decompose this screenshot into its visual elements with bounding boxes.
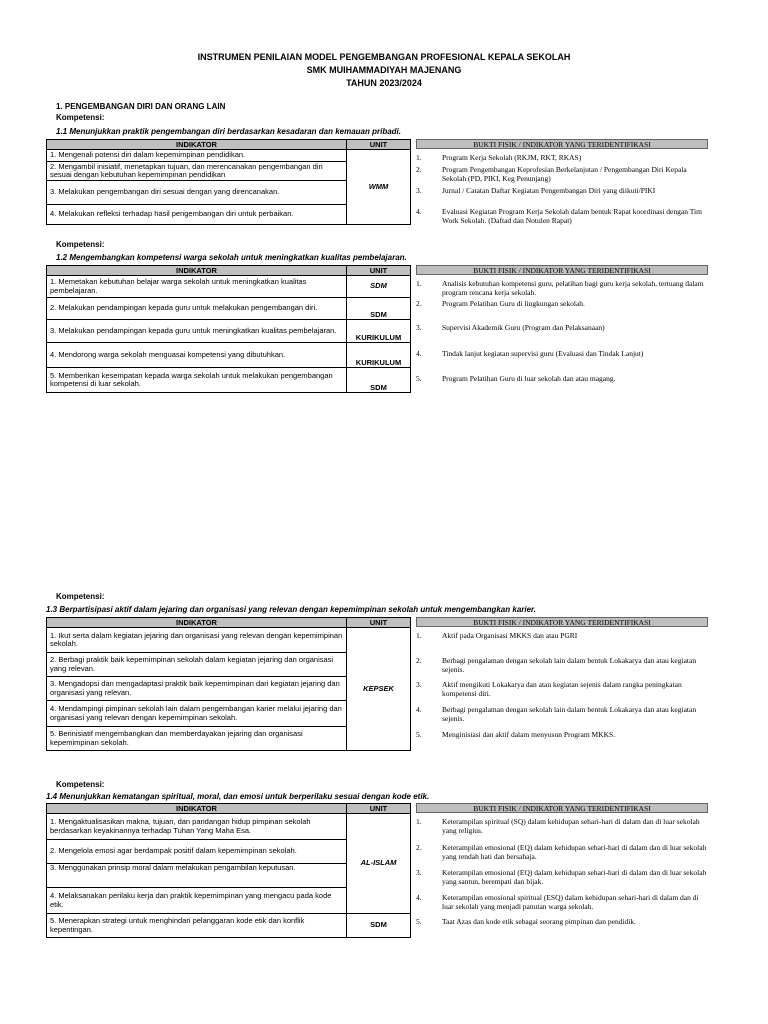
col-header-indikator: INDIKATOR [47,140,347,150]
indicator-cell: 2. Mengelola emosi agar berdampak positif dalam kepemimpinan sekolah. [47,840,347,864]
unit-cell: SDM [347,298,411,320]
unit-cell: SDM [347,368,411,393]
evidence-text: Evaluasi Kegiatan Program Kerja Sekolah dalam bentuk Rapat koordinasi dengan Tim Work Sekolah. (Daftad dan Notulen Rapat) [442,207,702,225]
evidence-number: 5. [416,374,422,383]
evidence-number: 1. [416,153,422,162]
doc-title-line-3: TAHUN 2023/2024 [346,78,422,88]
indicator-cell: 4. Melakukan refleksi terhadap hasil pengembangan diri untuk perbaikan. [47,205,347,225]
col-header-indikator: INDIKATOR [47,266,347,276]
indicator-cell: 3. Melakukan pengembangan diri sesuai dengan yang direncanakan. [47,181,347,205]
evidence-header-1-4: BUKTI FISIK / INDIKATOR YANG TERIDENTIFIKASI [416,803,708,813]
doc-title-line-2: SMK MUIHAMMADIYAH MAJENANG [306,65,462,75]
unit-cell: SDM [347,914,411,938]
evidence-number: 3. [416,868,422,877]
indicator-cell: 1. Mengaktualisasikan makna, tujuan, dan pandangan hidup pimpinan sekolah berdasarkan keyakinannya terhadap Tuhan Yang Maha Esa. [47,814,347,840]
indicator-cell: 4. Mendorong warga sekolah menguasai kompetensi yang dibutuhkan. [47,343,347,368]
doc-title-line-1: INSTRUMEN PENILAIAN MODEL PENGEMBANGAN PROFESIONAL KEPALA SEKOLAH [197,52,571,62]
evidence-text: Aktif mengikuti Lokakarya dan atau kegiatan sejenis dalam rangka peningkatan kompetensi diri. [442,680,682,698]
unit-cell: AL-ISLAM [347,814,411,914]
evidence-text: Tindak lanjut kegiatan supervisi guru (Evaluasi dan Tindak Lanjut) [442,349,644,358]
evidence-number: 2. [416,299,422,308]
evidence-number: 1. [416,817,422,826]
evidence-number: 1. [416,279,422,288]
unit-cell: KEPSEK [347,628,411,751]
kompetensi-label-3: Kompetensi: [56,592,105,601]
evidence-number: 4. [416,705,422,714]
evidence-number: 3. [416,323,422,332]
indicator-cell: 1. Ikut serta dalam kegiatan jejaring dan organisasi yang relevan dengan kepemimpinan sekolah. [47,628,347,653]
evidence-text: Program Kerja Sekolah (RKJM, RKT, RKAS) [442,153,582,162]
evidence-number: 3. [416,186,422,195]
indicator-cell: 4. Mendampingi pimpinan sekolah lain dalam pengembangan karier melalui jejaring dan organisasi yang relevan dengan kepemimpinan sekolah. [47,701,347,727]
evidence-text: Berbagi pengalaman dengan sekolah lain dalam bentuk Lokakarya dan atau kegiatan sejenis. [442,705,697,723]
section-title: 1. PENGEMBANGAN DIRI DAN ORANG LAIN [56,102,226,111]
indicator-cell: 2. Mengambil inisiatif, menetapkan tujuan, dan merencanakan pengembangan diri sesuai dengan kebutuhan kepemimpinan pendidikan [47,162,347,181]
evidence-text: Taat Azas dan kode etik sebagai seorang pimpinan dan pendidik. [442,917,637,926]
evidence-number: 2. [416,165,422,174]
indicator-table-1-3 [46,617,411,751]
evidence-text: Keterampilan emosional spiritual (ESQ) dalam kehidupan sehari-hari di dalam dan di luar sekolah yang menjadi panutan warga sekolah. [442,893,699,911]
unit-cell: SDM [347,276,411,298]
evidence-number: 4. [416,349,422,358]
kompetensi-title-1-1: 1.1 Menunjukkan praktik pengembangan diri berdasarkan kesadaran dan kemauan pribadi. [56,127,401,136]
kompetensi-title-1-4: 1.4 Menunjukkan kematangan spiritual, moral, dan emosi untuk berperilaku sesuai dengan kode etik. [46,792,430,801]
evidence-text: Program Pengembangan Keprofesian Berkelanjutan / Pengembangan Diri Kepala Sekolah (PD, PIKI, Keg Penunjang) [442,165,687,183]
evidence-number: 2. [416,656,422,665]
indicator-cell: 5. Menerapkan strategi untuk menghindari pelanggaran kode etik dan konflik kepentingan. [47,914,347,938]
evidence-text: Keterampilan emosional (EQ) dalam kehidupan sehari-hari di dalam dan di luar sekolah yang santun, berempati dan bijak. [442,868,707,886]
evidence-number: 4. [416,893,422,902]
indicator-cell: 3. Melakukan pendampingan kepada guru untuk meningkatkan kualitas pembelajaran. [47,320,347,343]
evidence-number: 5. [416,730,422,739]
evidence-number: 1. [416,631,422,640]
indicator-cell: 2. Berbagi praktik baik kepemimpinan sekolah dalam kegiatan jejaring dan organisasi yang relevan. [47,653,347,677]
evidence-text: Menginisiasi dan aktif dalam menyusun Program MKKS. [442,730,616,739]
indicator-table-1-1 [46,139,411,225]
indicator-cell: 4. Melaksanakan perilaku kerja dan praktik kepemimpinan yang mengacu pada kode etik. [47,888,347,914]
evidence-text: Aktif pada Organisasi MKKS dan atau PGRI [442,631,578,640]
unit-cell: KURIKULUM [347,320,411,343]
evidence-text: Analisis kebutuhan kompetensi guru, pelatihan bagi guru kerja sekolah, tertuang dalam program rencana kerja sekolah. [442,279,704,297]
col-header-indikator: INDIKATOR [47,804,347,814]
evidence-number: 5. [416,917,422,926]
col-header-unit: UNIT [347,140,411,150]
evidence-text: Program Pelatihan Guru di luar sekolah dan atau magang. [442,374,616,383]
evidence-text: Keterampilan spiritual (SQ) dalam kehidupan sehari-hari di dalam dan di luar sekolah yang religius. [442,817,700,835]
kompetensi-title-1-2: 1.2 Mengembangkan kompetensi warga sekolah untuk meningkatkan kualitas pembelajaran. [56,253,407,262]
indicator-table-1-4 [46,803,411,938]
evidence-header-1-1: BUKTI FISIK / INDIKATOR YANG TERIDENTIFIKASI [416,139,708,149]
indicator-cell: 3. Menggunakan prinsip moral dalam melakukan pengambilan keputusan. [47,864,347,888]
evidence-text: Supervisi Akademik Guru (Program dan Pelaksanaan) [442,323,605,332]
evidence-text: Keterampilan emosional (EQ) dalam kehidupan sehari-hari di dalam dan di luar sekolah yang rendah hati dan bersahaja. [442,843,707,861]
indicator-cell: 2. Melakukan pendampingan kepada guru untuk melakukan pengembangan diri. [47,298,347,320]
unit-cell: KURIKULUM [347,343,411,368]
evidence-number: 2. [416,843,422,852]
kompetensi-label-1: Kompetensi: [56,113,105,122]
indicator-table-1-2 [46,265,411,393]
kompetensi-label-4: Kompetensi: [56,780,105,789]
kompetensi-title-1-3: 1.3 Berpartisipasi aktif dalam jejaring dan organisasi yang relevan dengan kepemimpinan sekolah untuk mengembangkan karier. [46,605,536,614]
evidence-text: Program Pelatihan Guru di lingkungan sekolah. [442,299,585,308]
indicator-cell: 5. Berinisiatif mengembangkan dan memberdayakan jejaring dan organisasi kepemimpinan sekolah. [47,727,347,751]
col-header-unit: UNIT [347,804,411,814]
col-header-unit: UNIT [347,266,411,276]
indicator-cell: 1. Memetakan kebutuhan belajar warga sekolah untuk meningkatkan kualitas pembelajaran. [47,276,347,298]
evidence-text: Berbagi pengalaman dengan sekolah lain dalam bentuk Lokakarya dan atau kegiatan sejenis. [442,656,697,674]
col-header-unit: UNIT [347,618,411,628]
evidence-number: 3. [416,680,422,689]
indicator-cell: 3. Mengadopsi dan mengadaptasi praktik baik kepemimpinan dari kegiatan jejaring dan organisasi yang relevan. [47,677,347,701]
kompetensi-label-2: Kompetensi: [56,240,105,249]
col-header-indikator: INDIKATOR [47,618,347,628]
evidence-number: 4. [416,207,422,216]
indicator-cell: 5. Memberikan kesempatan kepada warga sekolah untuk melakukan pengembangan kompetensi di luar sekolah. [47,368,347,393]
indicator-cell: 1. Mengenali potensi diri dalam kepemimpinan pendidikan. [47,150,347,162]
evidence-text: Jurnal / Catatan Daftar Kegiatan Pengembangan Diri yang diikuti/PIKI [442,186,656,195]
unit-cell: WMM [347,150,411,225]
evidence-header-1-3: BUKTI FISIK / INDIKATOR YANG TERIDENTIFIKASI [416,617,708,627]
evidence-header-1-2: BUKTI FISIK / INDIKATOR YANG TERIDENTIFIKASI [416,265,708,275]
